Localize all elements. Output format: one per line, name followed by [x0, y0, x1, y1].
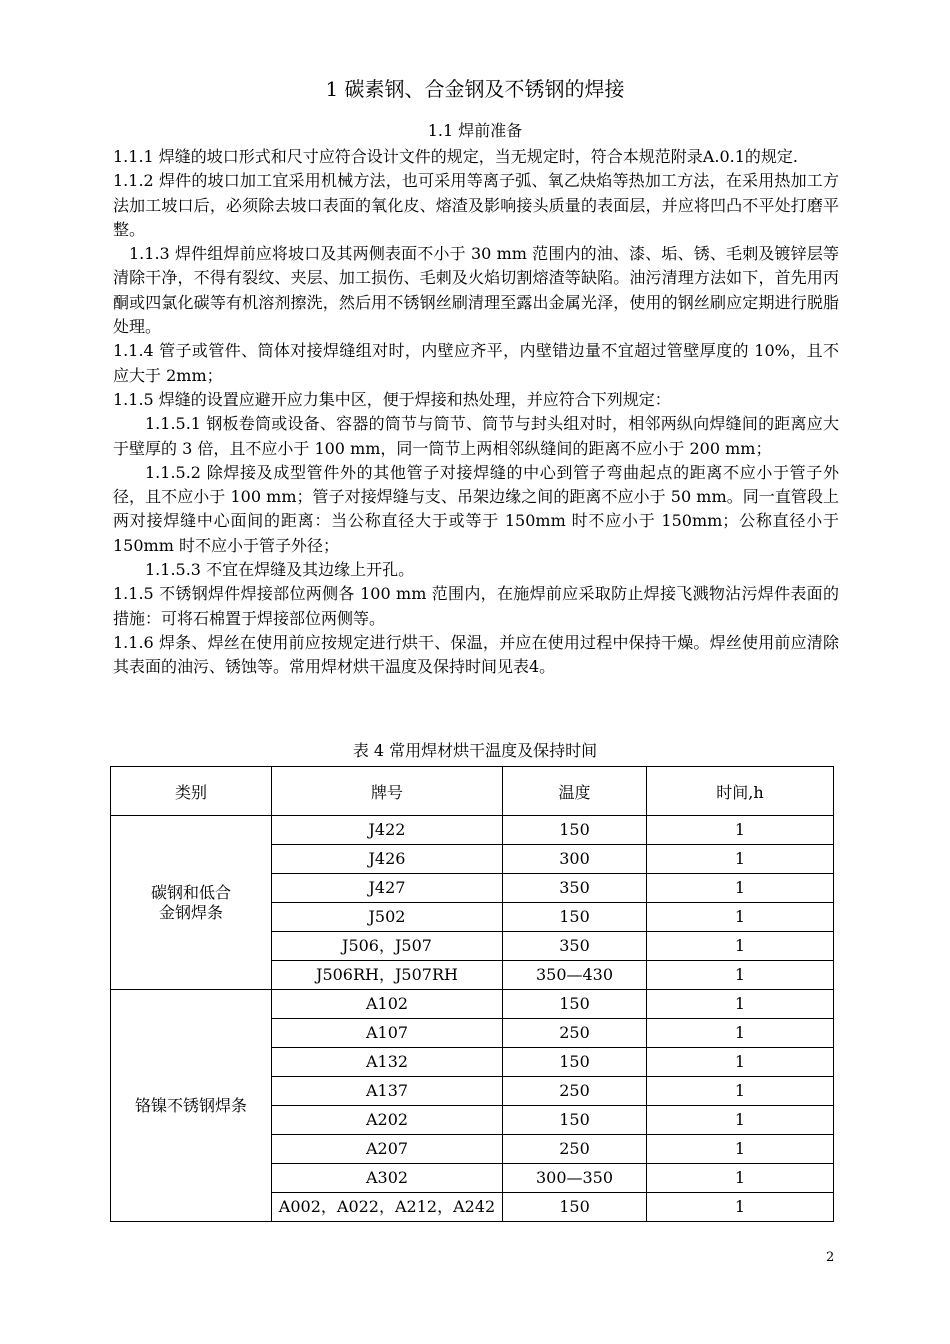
- temp-cell: 350: [503, 932, 647, 961]
- paragraph: 1.1.3 焊件组焊前应将坡口及其两侧表面不小于 30 mm 范围内的油、漆、垢、锈、毛刺及镀锌层等清除干净，不得有裂纹、夹层、加工损伤、毛刺及火焰切割熔渣等缺陷。油污清理方法如下，首先用丙酮或四氯化碳等有机溶剂擦洗，然后用不锈钢丝刷清理至露出金属光泽，使用的钢丝刷应定期进行脱脂处理。: [113, 244, 839, 337]
- time-cell: 1: [647, 1106, 834, 1135]
- time-cell: 1: [647, 816, 834, 845]
- paragraph: 1.1.4 管子或管件、筒体对接焊缝组对时，内壁应齐平，内壁错边量不宜超过管壁厚度的 10%，且不应大于 2mm；: [113, 341, 839, 385]
- header-time: 时间,h: [647, 767, 834, 816]
- header-temperature: 温度: [503, 767, 647, 816]
- time-cell: 1: [647, 932, 834, 961]
- grade-cell: J502: [272, 903, 503, 932]
- temp-cell: 350: [503, 874, 647, 903]
- paragraph: 1.1.5.3 不宜在焊缝及其边缘上开孔。: [145, 560, 415, 580]
- time-cell: 1: [647, 903, 834, 932]
- paragraph: 1.1.6 焊条、焊丝在使用前应按规定进行烘干、保温，并应在使用过程中保持干燥。焊丝使用前应清除其表面的油污、锈蚀等。常用焊材烘干温度及保持时间见表4。: [113, 632, 839, 677]
- time-cell: 1: [647, 961, 834, 990]
- time-cell: 1: [647, 1164, 834, 1193]
- category-cell: 碳钢和低合金钢焊条: [111, 816, 272, 990]
- grade-cell: J506，J507: [272, 932, 503, 961]
- category-cell: 铬镍不锈钢焊条: [111, 990, 272, 1222]
- temp-cell: 250: [503, 1019, 647, 1048]
- grade-cell: A302: [272, 1164, 503, 1193]
- grade-cell: A202: [272, 1106, 503, 1135]
- table-row: [111, 990, 834, 1019]
- temp-cell: 300: [503, 845, 647, 874]
- table-row: [111, 816, 834, 845]
- paragraph: 1.1.5 焊缝的设置应避开应力集中区，便于焊接和热处理，并应符合下列规定：: [113, 389, 671, 409]
- grade-cell: A002，A022，A212，A242: [272, 1193, 503, 1222]
- page-title: 1 碳素钢、合金钢及不锈钢的焊接: [325, 77, 625, 101]
- grade-cell: J426: [272, 845, 503, 874]
- temp-cell: 150: [503, 1193, 647, 1222]
- temp-cell: 300—350: [503, 1164, 647, 1193]
- paragraph: 1.1.5.1 钢板卷筒或设备、容器的筒节与筒节、筒节与封头组对时，相邻两纵向焊缝间的距离应大于壁厚的 3 倍，且不应小于 100 mm，同一筒节上两相邻纵缝间的距离不应小于 200 mm；: [113, 414, 839, 458]
- time-cell: 1: [647, 1019, 834, 1048]
- table-header-row: [111, 767, 834, 816]
- temp-cell: 250: [503, 1135, 647, 1164]
- table-caption: 表 4 常用焊材烘干温度及保持时间: [352, 741, 598, 760]
- time-cell: 1: [647, 1135, 834, 1164]
- grade-cell: J422: [272, 816, 503, 845]
- temp-cell: 150: [503, 816, 647, 845]
- temp-cell: 250: [503, 1077, 647, 1106]
- grade-cell: J506RH，J507RH: [272, 961, 503, 990]
- temp-cell: 150: [503, 1106, 647, 1135]
- grade-cell: A207: [272, 1135, 503, 1164]
- paragraph: 1.1.5 不锈钢焊件焊接部位两侧各 100 mm 范围内，在施焊前应采取防止焊接飞溅物沾污焊件表面的措施：可将石棉置于焊接部位两侧等。: [113, 584, 839, 628]
- paragraph: 1.1.5.2 除焊接及成型管件外的其他管子对接焊缝的中心到管子弯曲起点的距离不应小于管子外径，且不应小于 100 mm；管子对接焊缝与支、吊架边缘之间的距离不应小于 50 mm。同一直管段上两对接焊缝中心面间的距离：当公称直径大于或等于 150mm 时不应小于 150mm；公称直径小于 150mm 时不应小于管子外径；: [113, 462, 839, 555]
- time-cell: 1: [647, 1048, 834, 1077]
- temp-cell: 350—430: [503, 961, 647, 990]
- grade-cell: J427: [272, 874, 503, 903]
- temp-cell: 150: [503, 903, 647, 932]
- time-cell: 1: [647, 1193, 834, 1222]
- grade-cell: A132: [272, 1048, 503, 1077]
- temp-cell: 150: [503, 1048, 647, 1077]
- grade-cell: A137: [272, 1077, 503, 1106]
- header-grade: 牌号: [272, 767, 503, 816]
- section-heading: 1.1 焊前准备: [427, 121, 523, 140]
- page-number: 2: [826, 1250, 835, 1265]
- paragraph: 1.1.2 焊件的坡口加工宜采用机械方法，也可采用等离子弧、氧乙炔焰等热加工方法，在采用热加工方法加工坡口后，必须除去坡口表面的氧化皮、熔渣及影响接头质量的表面层，并应将凹凸不平处打磨平整。: [113, 171, 839, 239]
- header-category: 类别: [111, 767, 272, 816]
- time-cell: 1: [647, 990, 834, 1019]
- time-cell: 1: [647, 1077, 834, 1106]
- time-cell: 1: [647, 845, 834, 874]
- temp-cell: 150: [503, 990, 647, 1019]
- grade-cell: A102: [272, 990, 503, 1019]
- baking-table: [110, 766, 834, 1222]
- time-cell: 1: [647, 874, 834, 903]
- grade-cell: A107: [272, 1019, 503, 1048]
- body-text: [113, 145, 839, 680]
- paragraph: 1.1.1 焊缝的坡口形式和尺寸应符合设计文件的规定，当无规定时，符合本规范附录A.0.1的规定.: [113, 147, 798, 166]
